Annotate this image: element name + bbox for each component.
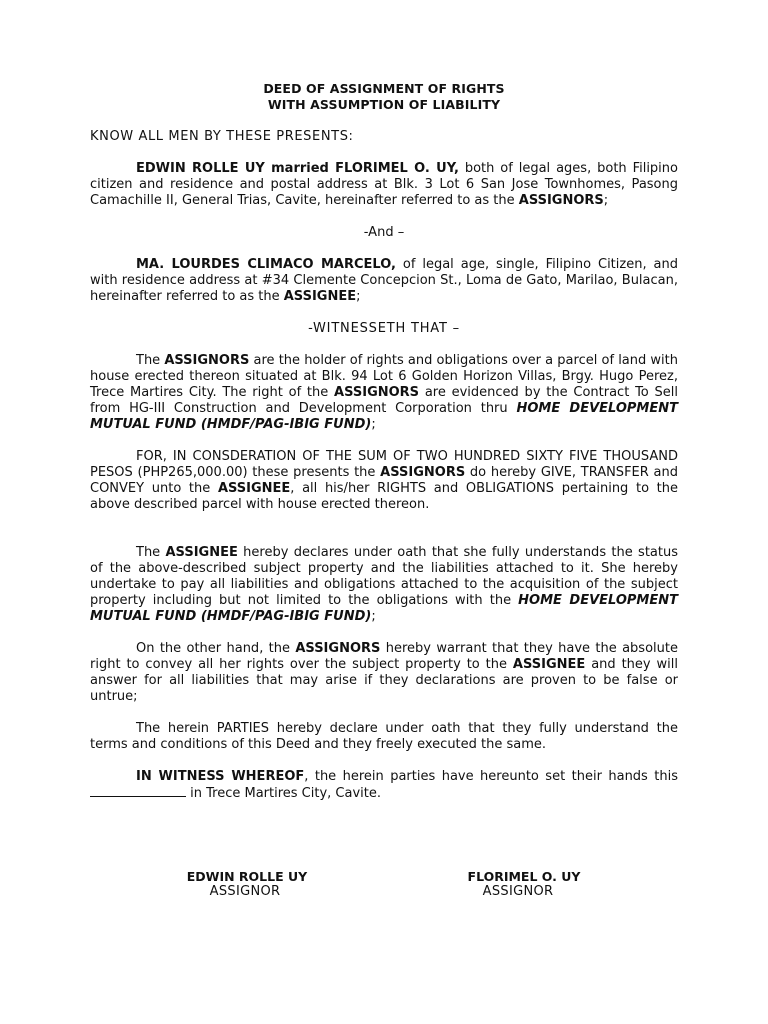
p8-text-1: , the herein parties have hereunto set their hands this xyxy=(304,769,678,784)
p3-text-2: are the holder of rights and obligations over a parcel of land with house erected thereon situated at Blk. 94 Lot 6 Golden Horizon Villas, Brgy. Hugo Perez, Trece Martires City. The right of the xyxy=(90,353,678,401)
p3-assignors-2: ASSIGNORS xyxy=(334,385,420,401)
p4-text-1: FOR, IN CONSDERATION OF THE SUM OF TWO HUNDRED SIXTY FIVE THOUSAND PESOS (PHP265,000.00) these presents the xyxy=(90,449,678,481)
witness-whereof-phrase: IN WITNESS WHEREOF xyxy=(136,769,305,784)
signatory-name-1: EDWIN ROLLE UY xyxy=(186,869,308,884)
p5-assignee: ASSIGNEE xyxy=(165,545,238,560)
assignee-term: ASSIGNEE xyxy=(283,289,357,305)
assignors-end: ; xyxy=(603,193,609,209)
assignors-names: EDWIN ROLLE UY married FLORIMEL O. UY, xyxy=(136,161,459,176)
p5-text-2: hereby declares under oath that she fully understands the status of the above-described subject property and the liabilities attached to it. She hereby undertake to pay all liabilities and obligations attached to the acquisition of the subject property including but not limited to the obligations with the xyxy=(90,545,679,609)
and-separator: -And – xyxy=(363,225,405,240)
p6-text-1: On the other hand, the xyxy=(136,641,296,656)
p8-text-2: in Trece Martires City, Cavite. xyxy=(186,786,381,802)
p3-text-3: are evidenced by the Contract To Sell from HG-III Construction and Development Corporation thru xyxy=(90,385,678,417)
p4-text-3: , all his/her RIGHTS and OBLIGATIONS pertaining to the above described parcel with house erected thereon. xyxy=(90,481,679,513)
paragraph-assignee-oath xyxy=(90,545,678,625)
signatory-role-1: ASSIGNOR xyxy=(209,884,281,899)
document-title-line1: DEED OF ASSIGNMENT OF RIGHTS xyxy=(263,81,505,96)
signatory-role-2: ASSIGNOR xyxy=(482,884,554,899)
assignors-term: ASSIGNORS xyxy=(518,193,604,209)
paragraph-consideration xyxy=(90,449,678,513)
p4-assignee: ASSIGNEE xyxy=(217,481,291,497)
paragraph-property xyxy=(90,353,678,433)
paragraph-parties-oath: The herein PARTIES hereby declare under oath that they fully understand the terms and conditions of this Deed and they freely executed the same. xyxy=(90,721,678,753)
witnesseth-heading: -WITNESSETH THAT – xyxy=(308,321,460,336)
p6-text-2: hereby warrant that they have the absolute right to convey all her rights over the subject property to the xyxy=(90,641,678,673)
assignors-details: both of legal ages, both Filipino citizen and residence and postal address at Blk. 3 Lot 6 San Jose Townhomes, Pasong Camachille II, General Trias, Cavite, hereinafter referred to as the xyxy=(90,161,678,209)
p5-end: ; xyxy=(371,609,376,625)
assignee-end: ; xyxy=(356,289,361,305)
p6-assignee: ASSIGNEE xyxy=(512,657,586,673)
document-title-line2: WITH ASSUMPTION OF LIABILITY xyxy=(267,97,501,112)
p6-assignors: ASSIGNORS xyxy=(295,641,381,656)
assignee-name: MA. LOURDES CLIMACO MARCELO, xyxy=(136,257,396,272)
paragraph-witness-whereof xyxy=(90,769,678,802)
signatory-name-2: FLORIMEL O. UY xyxy=(467,869,581,884)
p3-hdmf: HOME DEVELOPMENT MUTUAL FUND (HMDF/PAG-IBIG FUND) xyxy=(90,401,678,433)
date-blank-line xyxy=(90,785,186,797)
p5-text-1: The xyxy=(136,545,166,560)
paragraph-assignors xyxy=(90,161,678,209)
paragraph-warranty xyxy=(90,641,678,705)
paragraph-assignee xyxy=(90,257,678,305)
p3-text-1: The xyxy=(136,353,165,368)
p4-text-2: do hereby GIVE, TRANSFER and CONVEY unto the xyxy=(90,465,678,497)
p3-assignors-1: ASSIGNORS xyxy=(164,353,250,368)
p3-end: ; xyxy=(371,417,376,433)
p4-assignors: ASSIGNORS xyxy=(380,465,466,481)
p6-text-3: and they will answer for all liabilities that may arise if they declarations are proven to be false or untrue; xyxy=(90,657,678,705)
assignee-details: of legal age, single, Filipino Citizen, and with residence address at #34 Clemente Concepcion St., Loma de Gato, Marilao, Bulacan, hereinafter referred to as the xyxy=(90,257,678,305)
know-all-men-heading: KNOW ALL MEN BY THESE PRESENTS: xyxy=(90,129,354,144)
p5-hdmf: HOME DEVELOPMENT MUTUAL FUND (HMDF/PAG-IBIG FUND) xyxy=(90,593,678,625)
